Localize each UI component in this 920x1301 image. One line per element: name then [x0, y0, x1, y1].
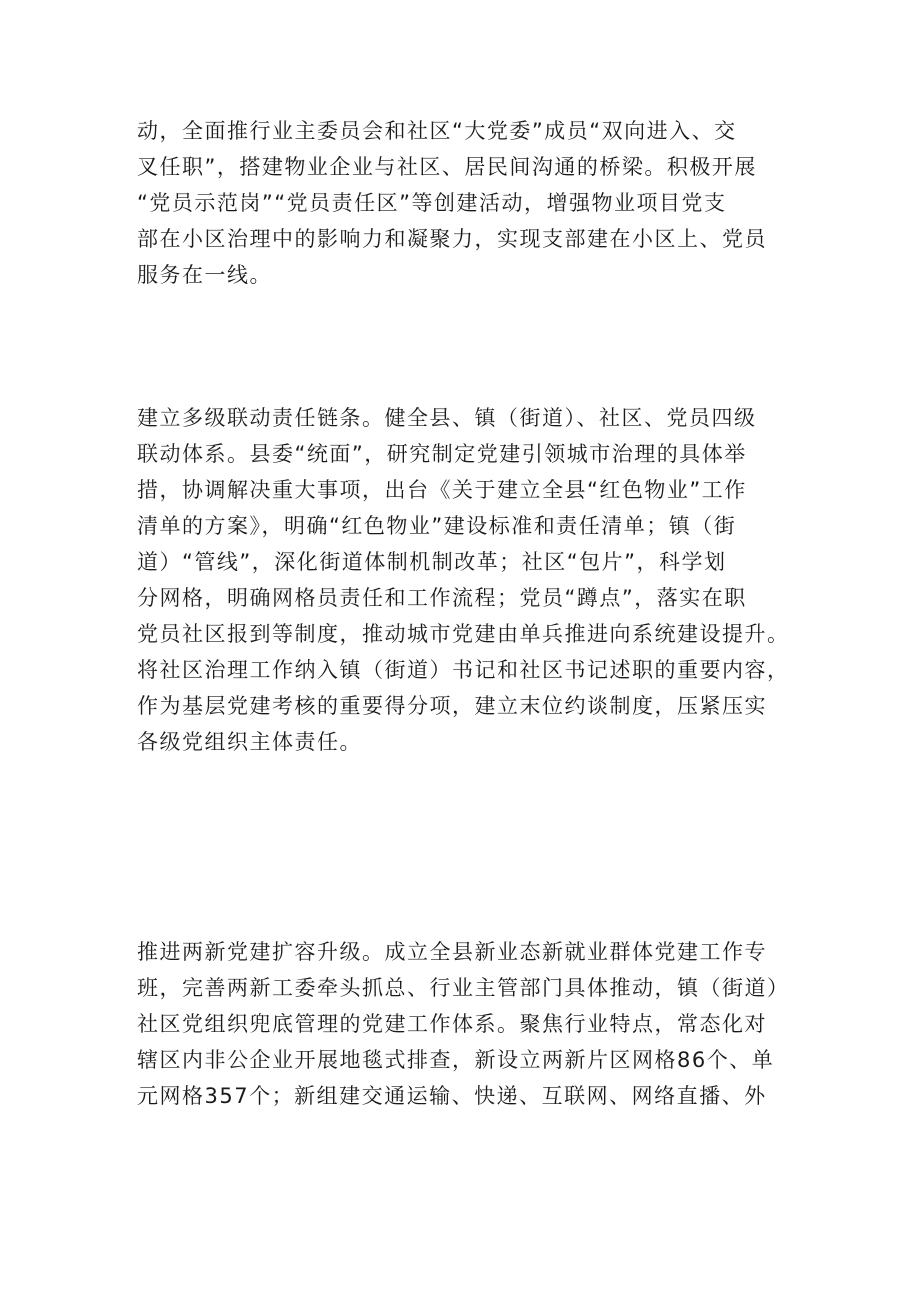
text-line: 各级党组织主体责任。 [137, 730, 362, 754]
text-line: 道）“管线”，深化街道体制机制改革；社区“包片”，科学划 [137, 550, 727, 574]
text-line: 作为基层党建考核的重要得分项，建立末位约谈制度，压紧压实 [137, 694, 767, 718]
text-line: 推进两新党建扩容升级。成立全县新业态新就业群体党建工作专 [137, 940, 767, 964]
paragraph-two-new-party-building [137, 934, 797, 1114]
text-line: “党员示范岗”“党员责任区”等创建活动，增强物业项目党支 [137, 191, 727, 215]
text-line: 服务在一线。 [137, 263, 272, 287]
text-line: 元网格357个；新组建交通运输、快递、互联网、网络直播、外 [137, 1084, 767, 1108]
text-line: 措，协调解决重大事项，出台《关于建立全县“红色物业”工作 [137, 478, 747, 502]
text-line: 班，完善两新工委牵头抓总、行业主管部门具体推动，镇（街道） [137, 976, 790, 1000]
text-line: 联动体系。县委“统面”，研究制定党建引领城市治理的具体举 [137, 442, 747, 466]
text-line: 社区党组织兜底管理的党建工作体系。聚焦行业特点，常态化对 [137, 1012, 767, 1036]
text-line: 清单的方案》，明确“红色物业”建设标准和责任清单；镇（街 [137, 514, 737, 538]
paragraph-property-party-building [137, 113, 797, 293]
text-line: 建立多级联动责任链条。健全县、镇（街道）、社区、党员四级 [137, 406, 757, 430]
text-line: 叉任职”，搭建物业企业与社区、居民间沟通的桥梁。积极开展 [137, 155, 757, 179]
text-line: 党员社区报到等制度，推动城市党建由单兵推进向系统建设提升。 [137, 622, 790, 646]
text-line: 辖区内非公企业开展地毯式排查，新设立两新片区网格86个、单 [137, 1048, 775, 1072]
paragraph-multilevel-responsibility [137, 400, 797, 760]
text-line: 动，全面推行业主委员会和社区“大党委”成员“双向进入、交 [137, 119, 737, 143]
text-line: 部在小区治理中的影响力和凝聚力，实现支部建在小区上、党员 [137, 227, 767, 251]
text-line: 将社区治理工作纳入镇（街道）书记和社区书记述职的重要内容， [137, 658, 790, 682]
text-line: 分网格，明确网格员责任和工作流程；党员“蹲点”，落实在职 [137, 586, 747, 610]
